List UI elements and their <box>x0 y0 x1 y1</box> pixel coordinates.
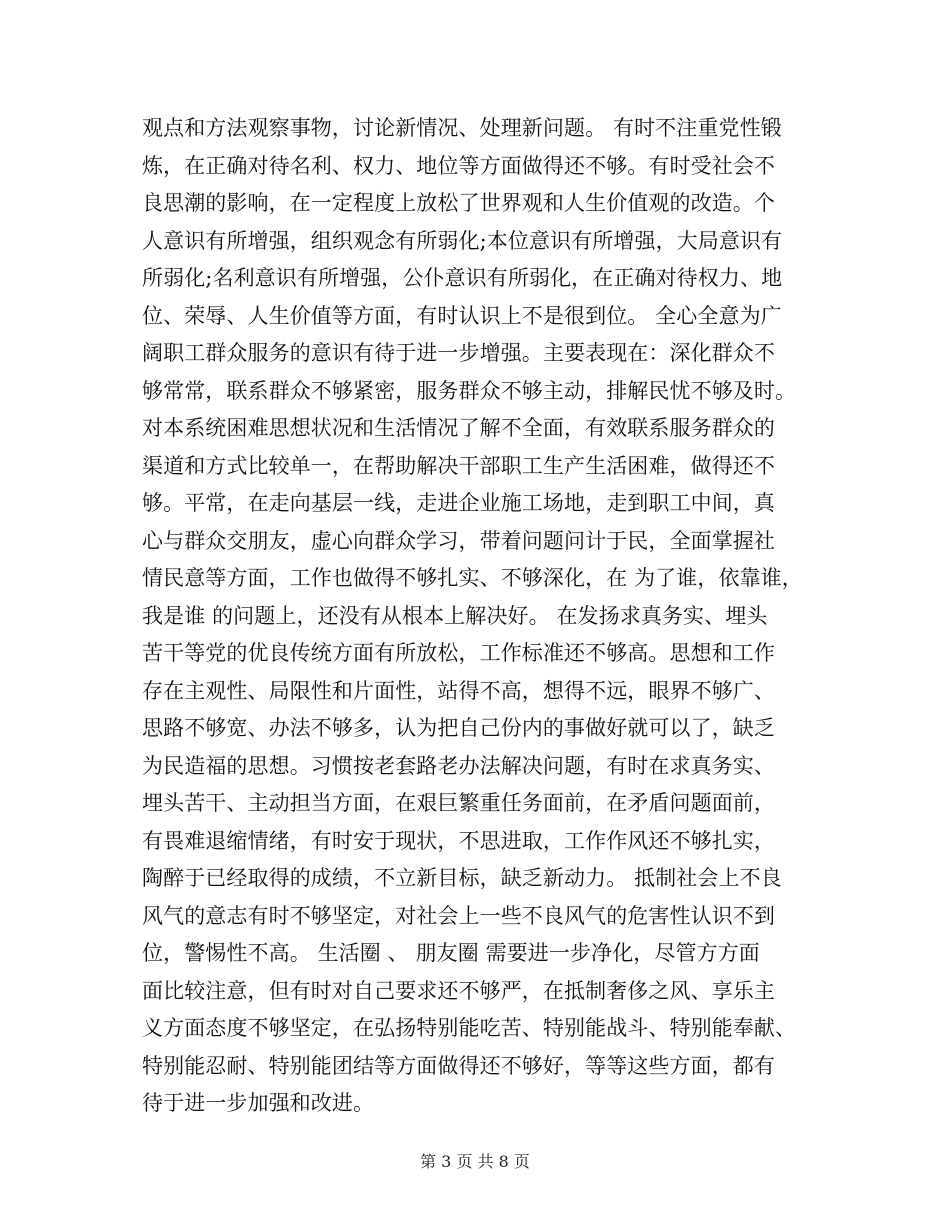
text-line: 存在主观性、局限性和片面性，站得不高，想得不远，眼界不够广、 <box>142 678 775 703</box>
text-line: 陶醉于已经取得的成绩，不立新目标，缺乏新动力。 抵制社会上不良 <box>142 866 782 890</box>
text-line: 所弱化;名利意识有所增强，公仆意识有所弱化，在正确对待权力、地 <box>142 266 783 290</box>
text-line: 对本系统困难思想状况和生活情况了解不全面，有效联系服务群众的 <box>142 416 775 440</box>
text-line: 良思潮的影响，在一定程度上放松了世界观和人生价值观的改造。个 <box>142 191 775 215</box>
text-line: 够常常，联系群众不够紧密，服务群众不够主动，排解民忧不够及时。 <box>142 378 797 403</box>
text-line: 位、荣辱、人生价值等方面，有时认识上不是很到位。 全心全意为广 <box>142 303 782 328</box>
text-line: 待于进一步加强和改进。 <box>142 1091 375 1115</box>
text-line: 够。平常，在走向基层一线，走进企业施工场地，走到职工中间，真 <box>142 491 775 515</box>
text-line: 炼，在正确对待名利、权力、地位等方面做得还不够。有时受社会不 <box>142 153 775 178</box>
text-line: 情民意等方面，工作也做得不够扎实、不够深化，在 为了谁，依靠谁， <box>142 566 803 590</box>
text-line: 思路不够宽、办法不够多，认为把自己份内的事做好就可以了，缺乏 <box>142 716 775 740</box>
text-line: 风气的意志有时不够坚定，对社会上一些不良风气的危害性认识不到 <box>142 903 775 928</box>
text-line: 面比较注意，但有时对自己要求还不够严，在抵制奢侈之风、享乐主 <box>142 978 775 1003</box>
text-line: 观点和方法观察事物，讨论新情况、处理新问题。 有时不注重党性锻 <box>142 116 782 140</box>
text-line: 有畏难退缩情绪，有时安于现状，不思进取，工作作风还不够扎实， <box>142 828 775 853</box>
text-line: 位，警惕性不高。 生活圈 、 朋友圈 需要进一步净化，尽管方方面 <box>142 941 760 965</box>
text-line: 心与群众交朋友，虚心向群众学习，带着问题问计于民，全面掌握社 <box>142 528 775 553</box>
body-text <box>142 110 822 1123</box>
text-line: 特别能忍耐、特别能团结等方面做得还不够好，等等这些方面，都有 <box>142 1053 775 1078</box>
text-line: 阔职工群众服务的意识有待于进一步增强。主要表现在：深化群众不 <box>142 341 775 365</box>
text-line: 渠道和方式比较单一，在帮助解决干部职工生产生活困难，做得还不 <box>142 453 775 478</box>
text-line: 埋头苦干、主动担当方面，在艰巨繁重任务面前，在矛盾问题面前， <box>142 791 775 815</box>
text-line: 苦干等党的优良传统方面有所放松，工作标准还不够高。思想和工作 <box>142 641 775 665</box>
page-number-footer: 第 3 页 共 8 页 <box>420 1152 530 1171</box>
text-line: 人意识有所增强，组织观念有所弱化;本位意识有所增强，大局意识有 <box>142 228 783 253</box>
text-line: 我是谁 的问题上，还没有从根本上解决好。 在发扬求真务实、埋头 <box>142 603 768 628</box>
text-line: 为民造福的思想。习惯按老套路老办法解决问题，有时在求真务实、 <box>142 753 775 778</box>
text-line: 义方面态度不够坚定，在弘扬特别能吃苦、特别能战斗、特别能奉献、 <box>142 1016 797 1040</box>
